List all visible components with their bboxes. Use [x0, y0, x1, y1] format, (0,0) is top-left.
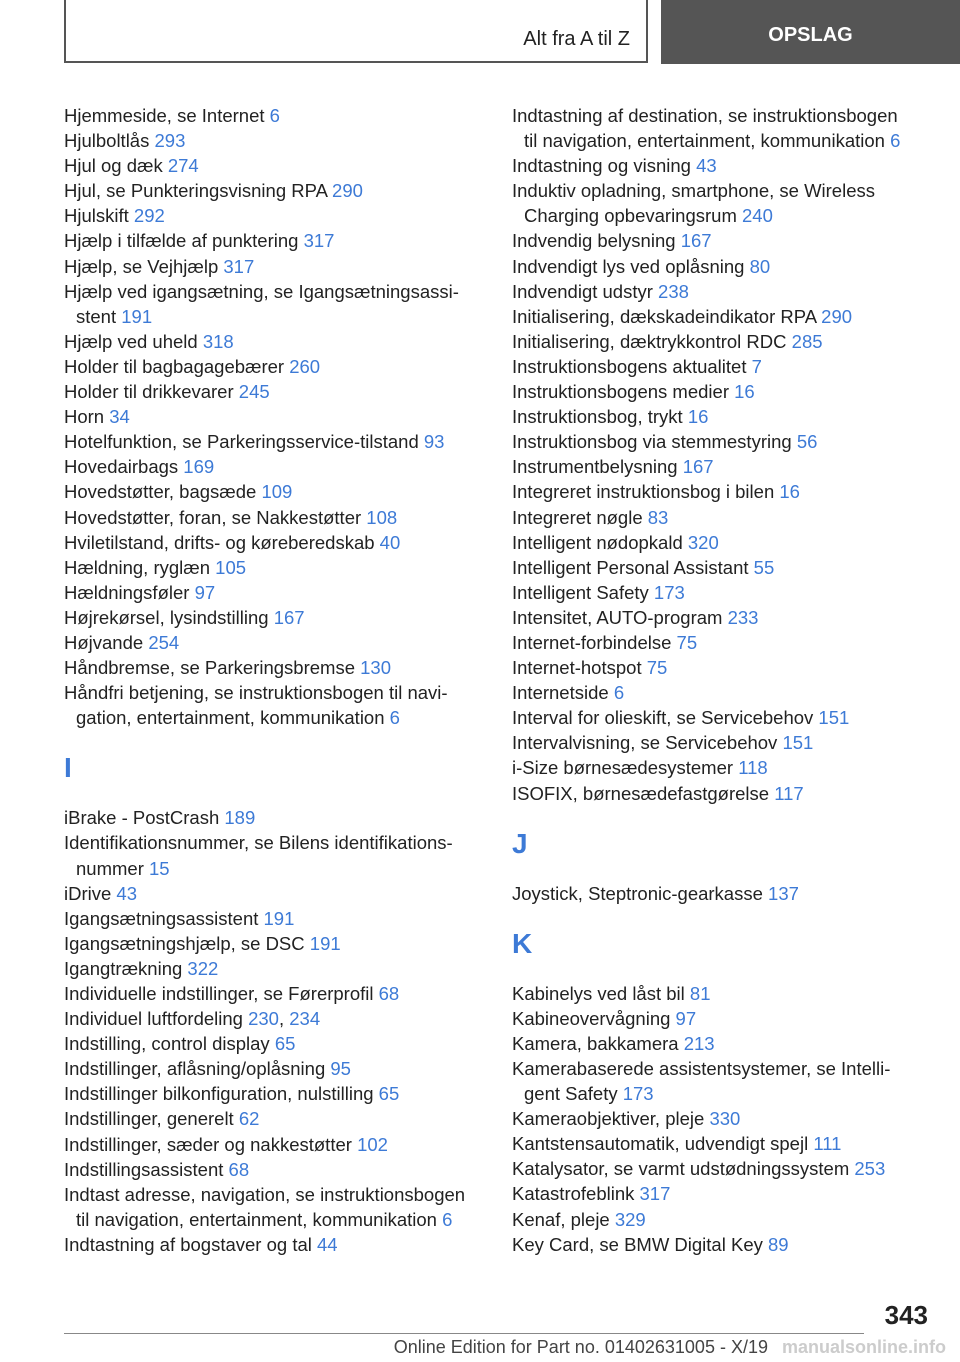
index-page-link[interactable]: 292 — [133, 205, 165, 227]
index-page-link[interactable]: 118 — [738, 757, 768, 779]
index-page-link[interactable]: 75 — [676, 631, 698, 653]
index-entry-text: Igangsætningshjælp, se DSC — [64, 932, 310, 954]
index-entry — [64, 254, 484, 279]
index-page-link[interactable]: 233 — [727, 606, 759, 628]
index-entry — [512, 705, 932, 730]
index-entry — [64, 404, 484, 429]
index-entry-text: Indstillinger bilkonfiguration, nulstilling — [64, 1083, 379, 1105]
index-entry — [512, 103, 932, 153]
index-entry — [512, 630, 932, 655]
index-page-link[interactable]: 6 — [890, 130, 901, 152]
index-page-link[interactable]: 191 — [263, 907, 295, 929]
index-entry-text: ISOFIX, børnesædefastgørelse — [512, 782, 775, 804]
footer-edition: Online Edition for Part no. 01402631005 - X/19 — [393, 1337, 768, 1357]
index-entry-text: Hotelfunktion, se Parkeringsservice-tilstand — [64, 431, 424, 453]
index-entry — [512, 655, 932, 680]
index-entry — [512, 254, 932, 279]
index-entry — [64, 354, 484, 379]
index-entry-text: Intelligent Personal Assistant — [512, 556, 754, 578]
index-page-link[interactable]: 40 — [379, 531, 401, 553]
index-entry-text: Induktiv opladning, smartphone, se Wireless — [512, 180, 875, 202]
index-page-link[interactable]: 169 — [183, 456, 215, 478]
index-entry — [64, 580, 484, 605]
index-entry-text: Individuelle indstillinger, se Førerprofil — [64, 983, 379, 1004]
index-entry-text: Indtastning og visning — [512, 155, 697, 177]
index-entry-text: Hviletilstand, drifts- og køreberedskab — [64, 531, 380, 553]
index-entry-text: Indstillinger, sæder og nakkestøtter — [64, 1133, 358, 1155]
index-page-link[interactable]: 293 — [154, 130, 186, 152]
index-entry — [64, 203, 484, 228]
index-entry-text: Internet-hotspot — [512, 657, 647, 679]
index-entry-text: Individuel luftfordeling — [64, 1008, 249, 1030]
index-entry-text: Hjul, se Punkteringsvisning RPA — [64, 180, 333, 202]
index-entry-text: Hjulboltlås — [64, 130, 155, 152]
index-page-link[interactable]: 34 — [109, 406, 130, 428]
index-page-link[interactable]: 43 — [696, 155, 717, 177]
index-page-link[interactable]: 285 — [791, 330, 823, 352]
index-entry — [64, 153, 484, 178]
index-page-link[interactable]: 109 — [261, 481, 293, 503]
index-entry — [64, 228, 484, 253]
index-entry-text: Holder til drikkevarer — [64, 381, 239, 403]
index-page-link[interactable]: 93 — [423, 431, 445, 453]
index-entry-text: Katalysator, se varmt udstødningssystem — [512, 1158, 855, 1180]
index-entry-text: iDrive — [64, 882, 117, 904]
index-entry-text: Hovedairbags — [64, 456, 184, 478]
index-entry — [64, 429, 484, 454]
index-entry — [512, 1181, 932, 1206]
index-entry-text: iBrake - PostCrash — [64, 807, 225, 829]
index-page-link[interactable]: 290 — [821, 305, 853, 327]
index-entry — [64, 956, 484, 981]
index-entry-text: Internetside — [512, 682, 614, 704]
index-entry-text: Hældning, ryglæn — [64, 556, 216, 578]
index-entry — [512, 1232, 932, 1257]
index-page-link[interactable]: 151 — [782, 732, 814, 754]
index-entry — [64, 1132, 484, 1157]
index-entry-text: Håndfri betjening, se instruktionsbogen til navi- — [64, 682, 448, 704]
index-page-link[interactable]: 329 — [614, 1208, 646, 1230]
index-entry-text: i-Size børnesædesystemer — [512, 757, 739, 779]
index-entry — [512, 479, 932, 504]
index-page-link[interactable]: 6 — [613, 682, 625, 704]
index-entry — [64, 931, 484, 956]
index-page-link[interactable]: 137 — [768, 882, 799, 904]
index-entry-text: Hovedstøtter, bagsæde — [64, 481, 262, 503]
index-entry — [512, 429, 932, 454]
index-entry — [64, 805, 484, 830]
index-entry-text: Hjælp ved uheld — [64, 330, 203, 352]
index-page-link[interactable]: 83 — [647, 506, 669, 528]
index-page-link[interactable]: 102 — [357, 1133, 388, 1155]
index-letter-heading: I — [64, 752, 72, 784]
index-entry — [512, 454, 932, 479]
index-entry-text: gation, entertainment, kommunikation — [76, 707, 390, 729]
index-page-link[interactable]: 254 — [148, 631, 180, 653]
index-entry — [64, 605, 484, 630]
index-entry — [512, 981, 932, 1006]
index-entry — [64, 555, 484, 580]
index-entry-text: Håndbremse, se Parkeringsbremse — [64, 657, 361, 679]
index-entry-text: Holder til bagbagagebærer — [64, 355, 290, 377]
index-entry-text: Indstillinger, aflåsning/oplåsning — [64, 1058, 331, 1080]
index-entry — [64, 479, 484, 504]
index-entry-text: Kabinelys ved låst bil — [512, 982, 690, 1004]
index-entry — [512, 580, 932, 605]
index-entry-text: Igangtrækning — [64, 957, 188, 979]
index-entry-text: Hjælp i tilfælde af punktering — [64, 230, 304, 252]
index-entry-text: Højvande — [64, 631, 149, 653]
page-header — [0, 0, 960, 66]
index-page-link[interactable]: 75 — [646, 657, 668, 679]
index-page-link[interactable]: 274 — [167, 155, 199, 177]
index-entry — [512, 228, 932, 253]
index-page-link[interactable]: 6 — [389, 707, 400, 729]
index-page-link[interactable]: 44 — [317, 1233, 338, 1255]
index-entry-text: Intervalvisning, se Servicebehov — [512, 732, 783, 754]
index-page-link[interactable]: 260 — [289, 355, 321, 377]
index-entry-text: Indtastning af bogstaver og tal — [64, 1233, 318, 1255]
index-entry — [512, 605, 932, 630]
index-page-link[interactable]: 80 — [749, 255, 771, 277]
index-page-link[interactable]: 108 — [366, 506, 398, 528]
index-page-link[interactable]: 16 — [779, 481, 800, 503]
index-page-link[interactable]: 89 — [768, 1233, 789, 1255]
header-tab[interactable]: OPSLAG — [661, 0, 960, 64]
index-entry — [512, 680, 932, 705]
index-entry-text: Indstillinger, generelt — [64, 1108, 239, 1130]
index-page-link[interactable]: 167 — [682, 456, 714, 478]
footer — [0, 1337, 960, 1358]
index-page-link[interactable]: 6 — [442, 1208, 453, 1230]
index-entry — [512, 555, 932, 580]
index-entry — [64, 454, 484, 479]
index-entry — [64, 881, 484, 906]
index-page-link[interactable]: 7 — [751, 355, 762, 377]
index-entry-text: Instruktionsbog, trykt — [512, 406, 688, 428]
index-entry — [64, 1031, 484, 1056]
index-page-link[interactable]: 191 — [121, 305, 153, 327]
index-page-link[interactable]: 322 — [187, 957, 219, 979]
index-entry-text: Indvendigt lys ved oplåsning — [512, 255, 750, 277]
index-entry — [64, 1157, 484, 1182]
index-page-link[interactable]: 238 — [658, 280, 689, 302]
index-page-link[interactable]: 68 — [378, 983, 400, 1004]
index-entry — [512, 1131, 932, 1156]
index-entry — [512, 379, 932, 404]
index-entry-text: Kabineovervågning — [512, 1007, 676, 1029]
index-entry — [64, 981, 484, 1006]
index-entry — [64, 1232, 484, 1257]
index-entry-text: Interval for olieskift, se Servicebehov — [512, 707, 819, 729]
index-entry — [512, 755, 932, 780]
index-page-link[interactable]: 56 — [796, 431, 818, 453]
index-page-link[interactable]: 16 — [734, 381, 755, 403]
index-entry — [64, 906, 484, 931]
index-entry-text: Intelligent Safety — [512, 581, 654, 603]
index-entry — [512, 730, 932, 755]
index-page-link[interactable]: 65 — [274, 1033, 296, 1055]
index-entry: Individuel luftfordeling 230, 234 — [64, 1008, 321, 1030]
index-page-link[interactable]: 317 — [639, 1183, 671, 1205]
index-entry — [512, 329, 932, 354]
index-entry-text: Instruktionsbogens aktualitet — [512, 355, 752, 377]
index-page-link[interactable]: 330 — [709, 1108, 741, 1130]
index-entry-text: Joystick, Steptronic-gearkasse — [512, 882, 769, 904]
index-entry — [64, 1106, 484, 1131]
index-entry-text: Key Card, se BMW Digital Key — [512, 1233, 768, 1255]
index-page-link[interactable]: 189 — [224, 807, 256, 829]
index-page-link[interactable]: 191 — [309, 932, 341, 954]
index-entry-text: Internet-forbindelse — [512, 631, 677, 653]
index-entry-text: Identifikationsnummer, se Bilens identifikations- — [64, 832, 453, 854]
index-page-link[interactable]: 95 — [330, 1058, 351, 1080]
index-entry-text: Charging opbevaringsrum — [524, 205, 743, 227]
index-page-link[interactable]: 65 — [378, 1083, 400, 1105]
index-entry — [512, 881, 932, 906]
index-entry-text: til navigation, entertainment, kommunikation — [524, 130, 891, 152]
page-number: 343 — [884, 1300, 928, 1330]
index-entry-text: Kantstensautomatik, udvendigt spejl — [512, 1133, 814, 1155]
index-entry-text: Hjælp ved igangsætning, se Igangsætningsassi- — [64, 280, 459, 302]
footer-divider — [64, 1333, 864, 1334]
index-page-link[interactable]: 318 — [202, 330, 234, 352]
index-page-link[interactable]: 173 — [622, 1083, 654, 1105]
index-page-link[interactable]: 68 — [228, 1158, 250, 1180]
index-entry-text: Hældningsføler — [64, 581, 195, 603]
index-page-link[interactable]: 16 — [687, 406, 709, 428]
index-entry — [64, 1182, 484, 1232]
index-page-link[interactable]: 234 — [289, 1008, 321, 1030]
index-entry-text: gent Safety — [524, 1083, 623, 1105]
index-column-left — [64, 103, 484, 1257]
index-entry-text: Initialisering, dækskadeindikator RPA — [512, 305, 822, 327]
index-page-link[interactable]: 317 — [303, 230, 335, 252]
index-entry — [512, 1006, 932, 1031]
index-entry — [64, 530, 484, 555]
index-page-link[interactable]: 111 — [813, 1133, 842, 1155]
index-entry — [512, 279, 932, 304]
index-page-link[interactable]: 253 — [854, 1158, 886, 1180]
index-entry — [64, 103, 484, 128]
index-entry — [512, 1056, 932, 1106]
index-entry-text: Initialisering, dæktrykkontrol RDC — [512, 330, 792, 352]
index-page-link[interactable]: 81 — [689, 982, 711, 1004]
index-entry — [64, 379, 484, 404]
index-entry-text: Katastrofeblink — [512, 1183, 640, 1205]
index-entry — [512, 153, 932, 178]
index-entry-text: Indstilling, control display — [64, 1033, 275, 1055]
index-entry-text: Igangsætningsassistent — [64, 907, 264, 929]
index-entry-text: til navigation, entertainment, kommunikation — [76, 1208, 443, 1230]
index-entry-text: Hjulskift — [64, 205, 134, 227]
index-page-link[interactable]: 117 — [774, 782, 804, 804]
index-entry-text: Indtast adresse, navigation, se instruktionsbogen — [64, 1183, 466, 1205]
index-page-link[interactable]: 6 — [269, 105, 280, 126]
index-entry-text: stent — [76, 305, 122, 327]
index-page-link[interactable]: 62 — [238, 1108, 260, 1130]
index-entry — [512, 1106, 932, 1131]
index-entry-text: Hjul og dæk — [64, 155, 168, 177]
index-entry — [64, 128, 484, 153]
index-page-link[interactable]: 320 — [687, 531, 719, 553]
index-entry — [512, 1207, 932, 1232]
footer-watermark: manualsonline.info — [781, 1337, 946, 1357]
index-entry — [64, 279, 484, 329]
index-entry-text: Indstillingsassistent — [64, 1158, 229, 1180]
index-page-link[interactable]: 230 — [248, 1008, 279, 1030]
index-entry-text: Indvendigt udstyr — [512, 280, 659, 302]
index-entry — [512, 304, 932, 329]
index-page-link[interactable]: 97 — [194, 581, 216, 603]
index-entry-text: Kameraobjektiver, pleje — [512, 1108, 710, 1130]
index-entry-text: Hjemmeside, se Internet — [64, 105, 270, 126]
index-page-link[interactable]: 130 — [360, 657, 392, 679]
index-entry-text: Kenaf, pleje — [512, 1208, 615, 1230]
index-entry — [512, 505, 932, 530]
index-entry — [64, 1081, 484, 1106]
header-section-box — [64, 0, 648, 63]
index-page-link[interactable]: 167 — [680, 230, 712, 252]
index-page-link[interactable]: 317 — [223, 255, 255, 277]
index-entry-text: Hjælp, se Vejhjælp — [64, 255, 224, 277]
index-page-link[interactable]: 245 — [238, 381, 270, 403]
index-entry — [64, 178, 484, 203]
index-page-link[interactable]: 43 — [116, 882, 137, 904]
index-page-link[interactable]: 213 — [683, 1032, 715, 1054]
index-entry-text: Intensitet, AUTO-program — [512, 606, 728, 628]
index-entry — [512, 1031, 932, 1056]
index-entry-text: Instruktionsbog via stemmestyring — [512, 431, 797, 453]
index-entry-text: Kamera, bakkamera — [512, 1032, 684, 1054]
index-entry-text: Integreret nøgle — [512, 506, 648, 528]
index-entry — [64, 630, 484, 655]
index-page-link[interactable]: 240 — [742, 205, 773, 227]
index-page-link[interactable]: 97 — [675, 1007, 697, 1029]
index-page-link[interactable]: 173 — [653, 581, 685, 603]
index-page-link[interactable]: 151 — [818, 707, 850, 729]
index-column-right — [512, 103, 932, 1257]
index-entry — [64, 329, 484, 354]
index-entry-text: Instruktionsbogens medier — [512, 381, 735, 403]
header-section-title: Alt fra A til Z — [523, 28, 630, 50]
index-entry — [512, 781, 932, 806]
index-entry-text: Intelligent nødopkald — [512, 531, 688, 553]
index-entry-text: Integreret instruktionsbog i bilen — [512, 481, 780, 503]
index-page-link[interactable]: 167 — [273, 606, 305, 628]
index-entry — [512, 178, 932, 228]
index-page-link[interactable]: 15 — [149, 857, 170, 879]
index-entry — [512, 1156, 932, 1181]
index-page-link[interactable]: 105 — [215, 556, 247, 578]
index-entry — [512, 530, 932, 555]
index-entry-text: Kamerabaserede assistentsystemer, se Intelli- — [512, 1058, 891, 1079]
index-entry-text: Indvendig belysning — [512, 230, 681, 252]
index-letter-heading: J — [512, 827, 528, 859]
index-page-link[interactable]: 290 — [332, 180, 363, 202]
index-entry — [512, 354, 932, 379]
index-entry-text: Hovedstøtter, foran, se Nakkestøtter — [64, 506, 367, 528]
index-letter-heading: K — [512, 927, 533, 959]
index-entry-text: Indtastning af destination, se instruktionsbogen — [512, 105, 898, 126]
index-entry — [512, 404, 932, 429]
index-entry-text: Instrumentbelysning — [512, 456, 683, 478]
index-entry — [64, 655, 484, 680]
index-page-link[interactable]: 55 — [753, 556, 775, 578]
index-entry-text: nummer — [76, 857, 149, 879]
index-entry — [64, 505, 484, 530]
index-entry — [64, 680, 484, 730]
index-entry-text: Højrekørsel, lysindstilling — [64, 606, 274, 628]
index-entry — [64, 830, 484, 880]
index-entry-text: Horn — [64, 406, 110, 428]
index-entry — [64, 1056, 484, 1081]
